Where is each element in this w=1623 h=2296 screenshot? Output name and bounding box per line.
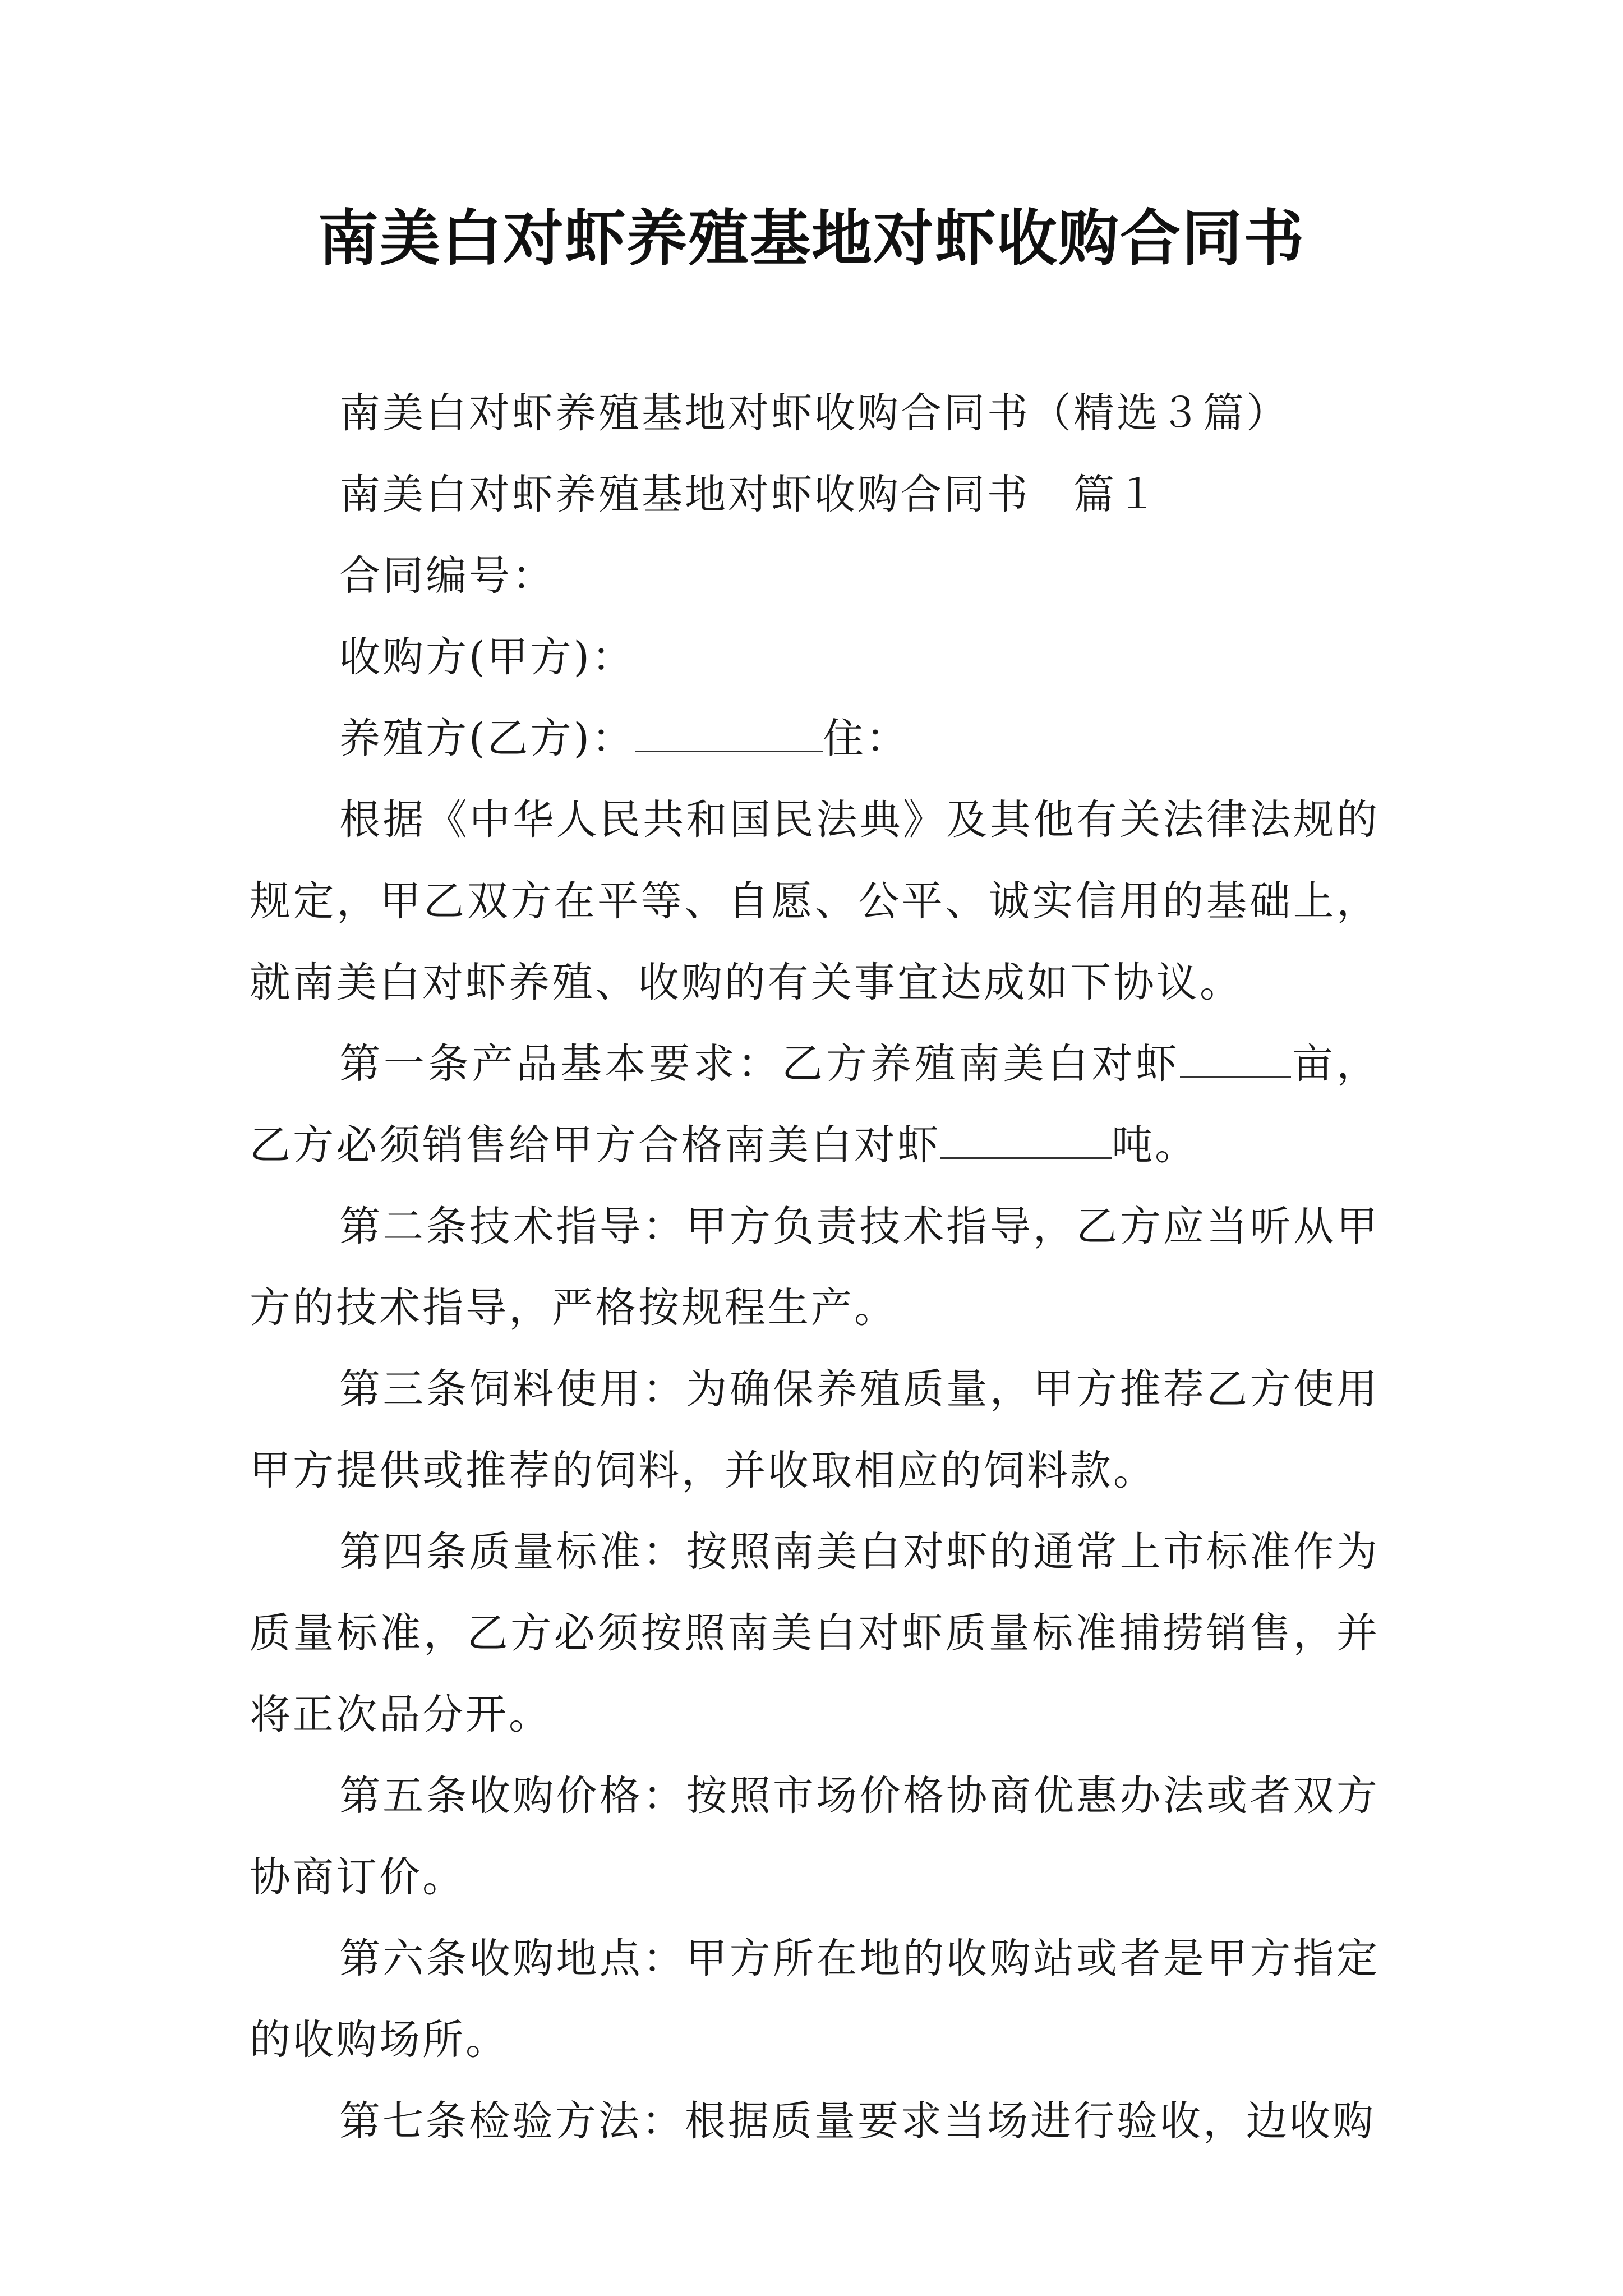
article-2: 第二条技术指导：甲方负责技术指导，乙方应当听从甲方的技术指导，严格按规程生产。 [250, 1203, 1380, 1332]
document-title: 南美白对虾养殖基地对虾收购合同书 [317, 203, 1305, 274]
acreage-blank [1180, 1039, 1291, 1078]
document-body [250, 372, 1380, 2162]
article-5: 第五条收购价格：按照市场价格协商优惠办法或者双方协商订价。 [250, 1772, 1380, 1901]
farmer-address-label: 住： [822, 715, 909, 762]
article-4: 第四条质量标准：按照南美白对虾的通常上市标准作为质量标准，乙方必须按照南美白对虾质量标准捕捞销售，并将正次品分开。 [250, 1528, 1380, 1738]
article-1-part-b: 亩，乙方必须销售给甲方合格南美白对虾 [250, 1040, 1380, 1169]
farmer-party-line [250, 698, 1380, 779]
farmer-party-label: 养殖方(乙方)： [339, 715, 635, 762]
subtitle-line: 南美白对虾养殖基地对虾收购合同书（精选３篇） [339, 389, 1289, 437]
intro-paragraph: 根据《中华人民共和国民法典》及其他有关法律法规的规定，甲乙双方在平等、自愿、公平、诚实信用的基础上，就南美白对虾养殖、收购的有关事宜达成如下协议。 [250, 796, 1380, 1006]
article-3: 第三条饲料使用：为确保养殖质量，甲方推荐乙方使用甲方提供或推荐的饲料，并收取相应的饲料款。 [250, 1365, 1380, 1494]
article-7: 第七条检验方法：根据质量要求当场进行验收，边收购 [339, 2097, 1376, 2145]
part-heading: 南美白对虾养殖基地对虾收购合同书 篇１ [339, 471, 1160, 518]
tonnage-blank [940, 1120, 1112, 1159]
buyer-party-line: 收购方(甲方)： [339, 633, 635, 681]
contract-number-line: 合同编号： [339, 552, 555, 600]
article-1-part-c: 吨。 [1112, 1121, 1198, 1169]
farmer-address-blank [635, 714, 823, 752]
article-1-part-a: 第一条产品基本要求：乙方养殖南美白对虾 [339, 1040, 1181, 1088]
article-1 [250, 1023, 1380, 1186]
article-6: 第六条收购地点：甲方所在地的收购站或者是甲方指定的收购场所。 [250, 1935, 1380, 2064]
